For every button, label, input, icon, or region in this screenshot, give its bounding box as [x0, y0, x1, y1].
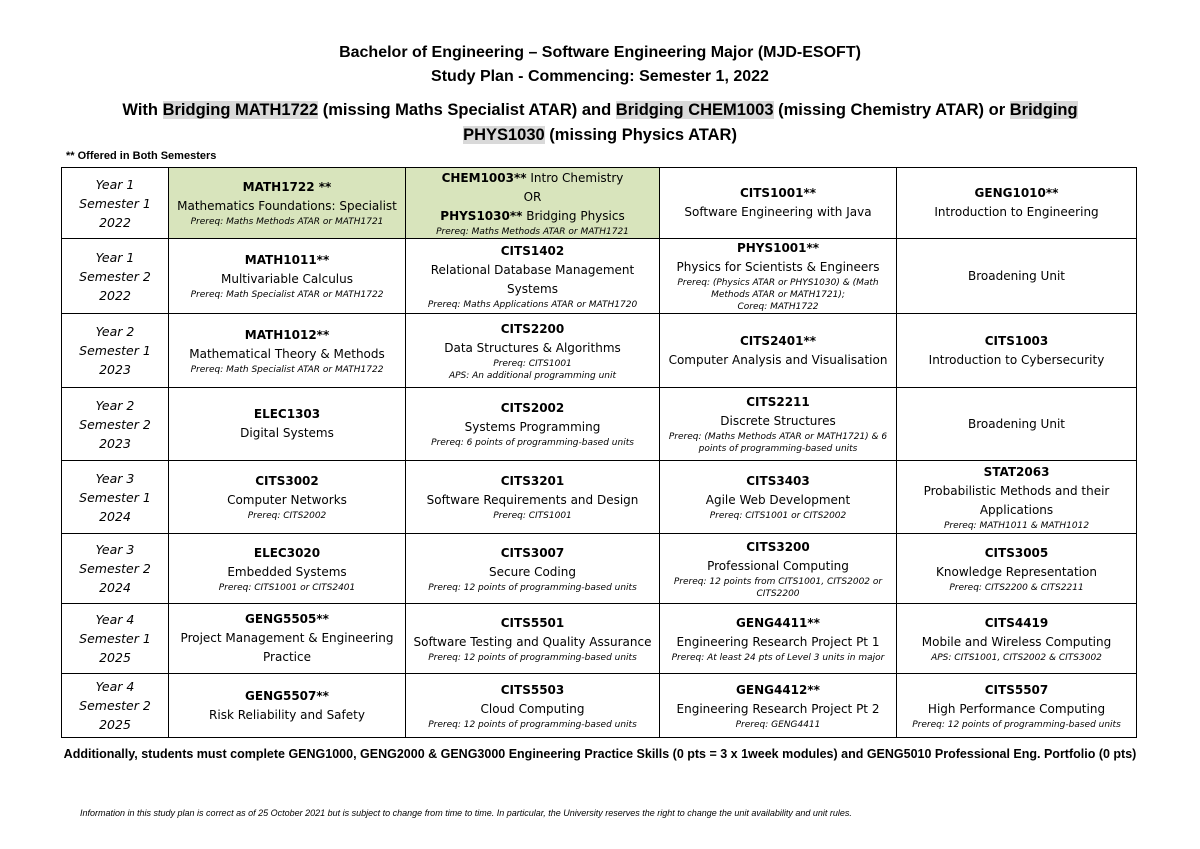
unit-code: CITS3201 — [500, 474, 565, 488]
unit-cell — [406, 388, 660, 461]
semester-cell — [62, 534, 169, 604]
calendar-year: 2023 — [99, 362, 131, 377]
unit-code: CITS2211 — [746, 395, 810, 409]
unit-name: Software Engineering with Java — [684, 205, 872, 219]
unit-cell — [660, 461, 897, 534]
unit-prereq: Prereq: Math Specialist ATAR or MATH1722 — [190, 290, 384, 300]
unit-code: CITS3200 — [746, 539, 810, 554]
unit-code: CITS4419 — [984, 615, 1049, 630]
offered-note: ** Offered in Both Semesters — [66, 150, 217, 162]
unit-code: CITS3403 — [746, 474, 810, 488]
unit-prereq: Prereq: Maths Methods ATAR or MATH1721 — [190, 217, 384, 227]
unit-cell — [169, 534, 406, 604]
year-label: Year 3 — [95, 470, 135, 486]
unit-prereq: Prereq: CITS1001 or CITS2401 — [218, 582, 356, 593]
unit-name: Mathematical Theory & Methods — [189, 346, 385, 361]
unit-prereq: Prereq: (Maths Methods ATAR or MATH1721) & 6 points of programming-based units — [668, 432, 888, 454]
semester-label: Semester 1 — [79, 195, 151, 211]
unit-cell — [897, 461, 1137, 534]
unit-name: Computer Analysis and Visualisation — [668, 352, 888, 367]
unit-cell — [406, 168, 660, 239]
unit-name: Software Requirements and Design — [426, 493, 639, 507]
unit-name: Cloud Computing — [480, 701, 585, 716]
unit-cell — [660, 239, 897, 314]
unit-name: Broadening Unit — [967, 268, 1065, 283]
or-label: OR — [523, 189, 542, 204]
unit-name: High Performance Computing — [927, 701, 1106, 716]
semester-label: Semester 1 — [79, 343, 151, 358]
unit-code: CITS3002 — [255, 474, 319, 488]
unit-code: CITS2401** — [739, 333, 817, 348]
bridging-highlight-phys: Bridging PHYS1030 — [463, 101, 1078, 144]
unit-name: Secure Coding — [489, 564, 576, 579]
bridging-text-1: With — [122, 101, 163, 119]
bridging-highlight-math: Bridging MATH1722 — [162, 101, 319, 119]
unit-code: CITS3005 — [984, 545, 1049, 560]
unit-cell — [406, 314, 660, 388]
unit-code: GENG4412** — [736, 682, 820, 697]
unit-code: CITS1001** — [739, 186, 817, 200]
unit-code: CITS5501 — [500, 615, 565, 630]
unit-prereq: Prereq: CITS1001 or CITS2002 — [709, 511, 847, 521]
unit-cell — [897, 239, 1137, 314]
unit-name: Risk Reliability and Safety — [209, 707, 365, 722]
unit-code: ELEC3020 — [253, 545, 321, 560]
unit-cell — [660, 604, 897, 674]
semester-cell — [62, 604, 169, 674]
plan-row — [62, 388, 1137, 461]
unit-prereq: Prereq: GENG4411 — [735, 719, 821, 730]
unit-cell — [169, 674, 406, 738]
year-label: Year 1 — [95, 249, 135, 265]
unit-name: Data Structures & Algorithms — [444, 340, 621, 355]
semester-label: Semester 2 — [79, 268, 151, 284]
year-label: Year 4 — [95, 679, 135, 694]
unit-code: CITS5503 — [500, 682, 565, 697]
unit-line — [409, 169, 656, 188]
unit-code: PHYS1001** — [736, 241, 820, 255]
unit-coreq: Coreq: MATH1722 — [737, 302, 819, 312]
unit-cell — [897, 168, 1137, 239]
unit-prereq: Prereq: Maths Methods ATAR or MATH1721 — [436, 226, 629, 237]
unit-name: Embedded Systems — [227, 564, 347, 579]
unit-code: PHYS1030** — [440, 208, 523, 223]
study-plan-body — [62, 168, 1137, 738]
unit-prereq: Prereq: 6 points of programming-based units — [431, 438, 634, 448]
additional-requirements: Additionally, students must complete GENG1000, GENG2000 & GENG3000 Engineering Practice Skills (0 pts = 3 x 1week modules) and GENG5010 Professional Eng. Portfolio (0 pts) — [63, 747, 1137, 761]
semester-label: Semester 1 — [79, 489, 151, 505]
unit-prereq: Prereq: 12 points from CITS1001, CITS2002 or CITS2200 — [673, 576, 883, 599]
calendar-year: 2022 — [99, 214, 131, 230]
unit-prereq: Prereq: CITS1001 — [493, 511, 572, 521]
unit-cell — [660, 314, 897, 388]
calendar-year: 2025 — [99, 650, 131, 665]
bridging-highlight-chem: Bridging CHEM1003 — [615, 101, 774, 119]
bridging-note — [90, 98, 1110, 148]
plan-title: Bachelor of Engineering – Software Engineering Major (MJD-ESOFT) — [339, 44, 861, 61]
unit-cell — [169, 314, 406, 388]
unit-code: CITS1003 — [984, 333, 1049, 348]
unit-name: Probabilistic Methods and their Applications — [923, 483, 1110, 517]
unit-name: Knowledge Representation — [936, 564, 1097, 579]
year-label: Year 1 — [95, 176, 135, 192]
unit-aps: APS: An additional programming unit — [448, 370, 617, 381]
unit-code: GENG4411** — [736, 615, 820, 630]
semester-cell — [62, 674, 169, 738]
unit-name: Relational Database Management Systems — [430, 262, 635, 296]
plan-row — [62, 674, 1137, 738]
unit-prereq: Prereq: MATH1011 & MATH1012 — [943, 520, 1090, 531]
semester-label: Semester 2 — [79, 698, 151, 713]
unit-code: GENG5507** — [245, 688, 329, 703]
unit-code: CITS3007 — [500, 545, 565, 560]
unit-cell — [897, 534, 1137, 604]
unit-code: CITS2200 — [500, 321, 565, 336]
year-label: Year 3 — [95, 542, 135, 557]
unit-cell — [169, 604, 406, 674]
unit-code: MATH1012** — [244, 327, 330, 342]
year-label: Year 4 — [95, 612, 135, 627]
year-label: Year 2 — [95, 397, 135, 413]
unit-cell — [897, 604, 1137, 674]
unit-name: Agile Web Development — [705, 493, 851, 507]
unit-cell — [169, 461, 406, 534]
unit-cell — [169, 168, 406, 239]
unit-cell — [406, 534, 660, 604]
unit-prereq: Prereq: CITS2200 & CITS2211 — [949, 582, 1084, 593]
unit-cell — [169, 239, 406, 314]
disclaimer: Information in this study plan is correct as of 25 October 2021 but is subject to change from time to time. In particular, the University reserves the right to change the unit availability and unit rules. — [80, 808, 852, 818]
unit-name: Engineering Research Project Pt 1 — [676, 634, 880, 649]
study-plan-table — [61, 167, 1137, 738]
unit-name: Physics for Scientists & Engineers — [676, 260, 880, 274]
unit-prereq: Prereq: Math Specialist ATAR or MATH1722 — [190, 364, 384, 375]
unit-prereq: Prereq: 12 points of programming-based units — [428, 719, 637, 730]
unit-cell — [169, 388, 406, 461]
unit-name: Bridging Physics — [526, 208, 625, 223]
unit-prereq: Prereq: CITS1001 — [493, 358, 572, 369]
unit-code: GENG1010** — [974, 186, 1059, 200]
unit-cell — [406, 604, 660, 674]
unit-name: Engineering Research Project Pt 2 — [676, 701, 880, 716]
plan-row — [62, 534, 1137, 604]
bridging-text-3: (missing Chemistry ATAR) or — [773, 101, 1010, 119]
unit-code: MATH1722 ** — [242, 180, 332, 194]
plan-row — [62, 604, 1137, 674]
unit-name: Systems Programming — [464, 420, 601, 434]
unit-name: Mobile and Wireless Computing — [921, 634, 1112, 649]
calendar-year: 2022 — [99, 287, 131, 303]
plan-row — [62, 239, 1137, 314]
year-label: Year 2 — [95, 324, 135, 339]
unit-prereq: Prereq: (Physics ATAR or PHYS1030) & (Math Methods ATAR or MATH1721); — [677, 278, 879, 300]
unit-name: Intro Chemistry — [530, 170, 624, 185]
unit-code: STAT2063 — [983, 464, 1050, 479]
calendar-year: 2024 — [99, 508, 131, 524]
unit-cell — [406, 674, 660, 738]
unit-prereq: Prereq: 12 points of programming-based units — [912, 719, 1121, 730]
unit-name: Project Management & Engineering Practice — [180, 631, 394, 664]
unit-cell — [660, 534, 897, 604]
unit-prereq: Prereq: 12 points of programming-based units — [428, 652, 637, 663]
unit-code: CITS1402 — [500, 243, 565, 258]
plan-subtitle: Study Plan - Commencing: Semester 1, 2022 — [431, 68, 769, 85]
plan-row — [62, 461, 1137, 534]
bridging-text-2: (missing Maths Specialist ATAR) and — [318, 101, 616, 119]
unit-cell — [660, 388, 897, 461]
unit-code: CHEM1003** — [441, 170, 527, 185]
unit-code: GENG5505** — [245, 612, 329, 626]
unit-prereq: Prereq: Maths Applications ATAR or MATH1720 — [427, 299, 638, 310]
unit-name: Mathematics Foundations: Specialist — [177, 199, 397, 213]
semester-cell — [62, 388, 169, 461]
plan-row — [62, 314, 1137, 388]
unit-code: CITS2002 — [500, 401, 565, 415]
calendar-year: 2024 — [99, 580, 131, 595]
unit-name: Multivariable Calculus — [220, 272, 354, 286]
semester-cell — [62, 168, 169, 239]
unit-name: Professional Computing — [707, 558, 849, 573]
unit-cell — [897, 674, 1137, 738]
semester-cell — [62, 461, 169, 534]
unit-prereq: Prereq: At least 24 pts of Level 3 units in major — [671, 652, 885, 663]
semester-label: Semester 1 — [79, 631, 151, 646]
unit-prereq: Prereq: CITS2002 — [247, 511, 327, 521]
unit-cell — [660, 674, 897, 738]
semester-label: Semester 2 — [79, 561, 151, 576]
semester-cell — [62, 314, 169, 388]
calendar-year: 2023 — [99, 435, 131, 451]
unit-name: Computer Networks — [227, 493, 347, 507]
unit-name: Digital Systems — [240, 426, 334, 440]
unit-code: CITS5507 — [984, 682, 1049, 697]
unit-line — [409, 207, 656, 226]
unit-cell — [897, 314, 1137, 388]
plan-row — [62, 168, 1137, 239]
unit-cell — [406, 239, 660, 314]
unit-name: Software Testing and Quality Assurance — [413, 634, 652, 649]
unit-code: MATH1011** — [244, 253, 330, 267]
unit-cell — [406, 461, 660, 534]
semester-label: Semester 2 — [79, 416, 151, 432]
unit-prereq: Prereq: 12 points of programming-based units — [428, 582, 637, 593]
unit-name: Broadening Unit — [967, 416, 1065, 431]
unit-cell — [897, 388, 1137, 461]
unit-name: Introduction to Cybersecurity — [928, 352, 1105, 367]
calendar-year: 2025 — [99, 717, 131, 732]
unit-name: Discrete Structures — [720, 414, 836, 428]
unit-cell — [660, 168, 897, 239]
unit-code: ELEC1303 — [253, 407, 321, 421]
unit-prereq: APS: CITS1001, CITS2002 & CITS3002 — [931, 652, 1102, 663]
bridging-text-4: (missing Physics ATAR) — [544, 126, 737, 144]
semester-cell — [62, 239, 169, 314]
unit-name: Introduction to Engineering — [934, 205, 1099, 219]
